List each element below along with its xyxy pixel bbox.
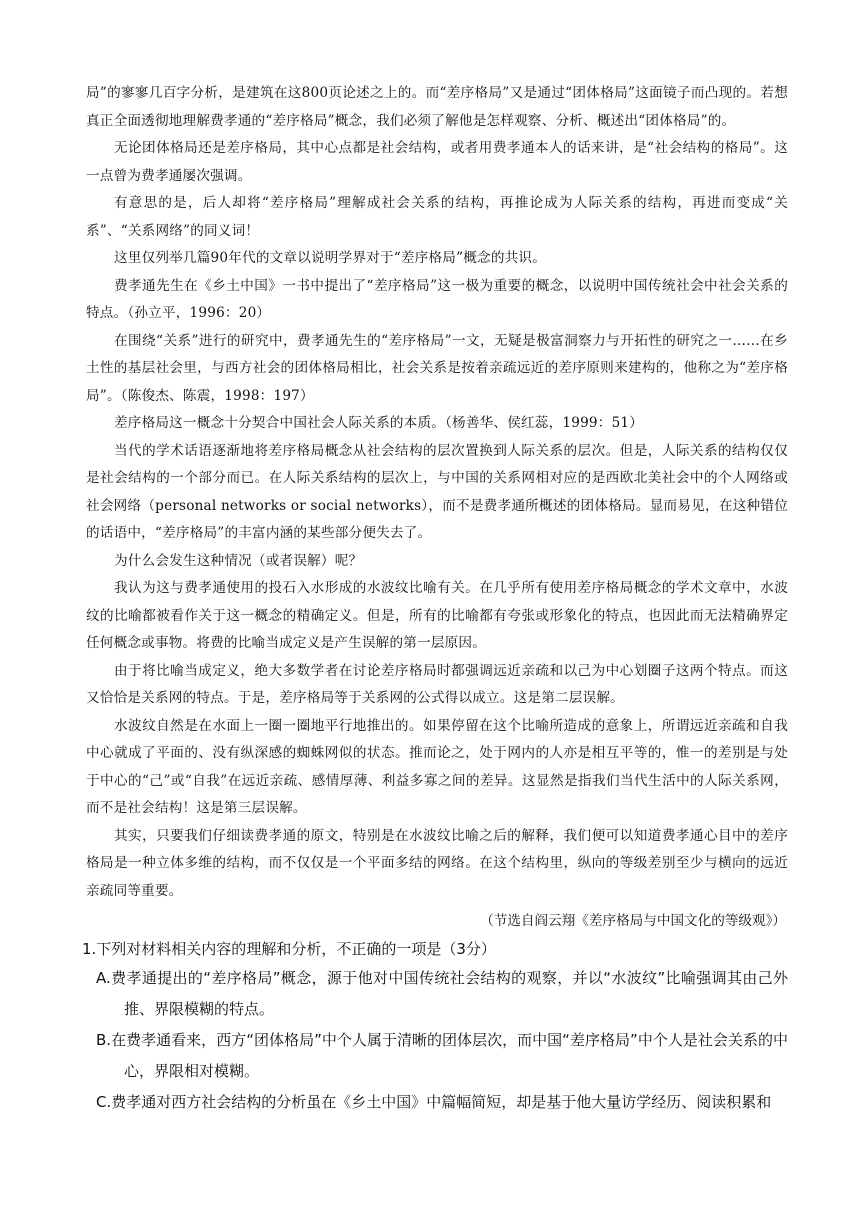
passage xyxy=(86,80,788,905)
option-b[interactable]: B.在费孝通看来，西方“团体格局”中个人属于清晰的团体层次，而中国“差序格局”中个人是社会关系的中心，界限相对模糊。 xyxy=(96,1031,788,1080)
passage-paragraph-8: 当代的学术话语逐渐地将差序格局概念从社会结构的层次置换到人际关系的层次。但是，人际关系的结构仅仅是社会结构的一个部分而已。在人际关系结构的层次上，与中国的关系网相对应的是西欧北美社会中的个人网络或社会网络（personal networks or social networks），而不是费孝通所概述的团体格局。显而易见，在这种错位的话语中，“差序格局”的丰富内涵的某些部分便失去了。 xyxy=(86,442,788,541)
question-block xyxy=(82,935,788,1118)
passage-paragraph-12: 水波纹自然是在水面上一圈一圈地平行地推出的。如果停留在这个比喻所造成的意象上，所谓远近亲疏和自我中心就成了平面的、没有纵深感的蜘蛛网似的状态。推而论之，处于网内的人亦是相互平等的，惟一的差别是与处于中心的“己”或“自我”在远近亲疏、感情厚薄、利益多寡之间的差异。这显然是指我们当代生活中的人际关系网，而不是社会结构！这是第三层误解。 xyxy=(86,717,788,816)
option-a[interactable]: A.费孝通提出的“差序格局”概念，源于他对中国传统社会结构的观察，并以“水波纹”比喻强调其由己外推、界限模糊的特点。 xyxy=(96,969,788,1018)
passage-paragraph-2: 无论团体格局还是差序格局，其中心点都是社会结构，或者用费孝通本人的话来讲，是“社会结构的格局”。这一点曾为费孝通屡次强调。 xyxy=(86,140,788,184)
passage-paragraph-6: 在围绕“关系”进行的研究中，费孝通先生的“差序格局”一文，无疑是极富洞察力与开拓性的研究之一……在乡土性的基层社会里，与西方社会的团体格局相比，社会关系是按着亲疏远近的差序原则来建构的，他称之为“差序格局”。（陈俊杰、陈震，1998：197） xyxy=(86,332,788,404)
option-c[interactable]: C.费孝通对西方社会结构的分析虽在《乡土中国》中篇幅简短，却是基于他大量访学经历、阅读积累和 xyxy=(96,1093,772,1111)
passage-paragraph-4: 这里仅列举几篇90年代的文章以说明学界对于“差序格局”概念的共识。 xyxy=(114,250,547,266)
passage-paragraph-13: 其实，只要我们仔细读费孝通的原文，特别是在水波纹比喻之后的解释，我们便可以知道费孝通心目中的差序格局是一种立体多维的结构，而不仅仅是一个平面多结的网络。在这个结构里，纵向的等级差别至少与横向的远近亲疏同等重要。 xyxy=(86,827,788,899)
passage-paragraph-9: 为什么会发生这种情况（或者误解）呢？ xyxy=(114,552,363,569)
passage-paragraph-3: 有意思的是，后人却将“差序格局”理解成社会关系的结构，再推论成为人际关系的结构，再进而变成“关系”、“关系网络”的同义词！ xyxy=(86,195,788,239)
source-citation: （节选自阎云翔《差序格局与中国文化的等级观》） xyxy=(480,913,786,929)
passage-paragraph-1: 局”的寥寥几百字分析，是建筑在这800页论述之上的。而“差序格局”又是通过“团体格局”这面镜子而凸现的。若想真正全面透彻地理解费孝通的“差序格局”概念，我们必须了解他是怎样观察、分析、概述出“团体格局”的。 xyxy=(86,85,788,129)
question-stem: 1.下列对材料相关内容的理解和分析，不正确的一项是（3分） xyxy=(82,940,496,958)
passage-paragraph-7: 差序格局这一概念十分契合中国社会人际关系的本质。（杨善华、侯红蕊，1999：51） xyxy=(114,415,644,431)
passage-paragraph-11: 由于将比喻当成定义，绝大多数学者在讨论差序格局时都强调远近亲疏和以己为中心划圈子这两个特点。而这又恰恰是关系网的特点。于是，差序格局等于关系网的公式得以成立。这是第二层误解。 xyxy=(86,662,788,706)
passage-paragraph-5: 费孝通先生在《乡土中国》一书中提出了“差序格局”这一极为重要的概念，以说明中国传统社会中社会关系的特点。（孙立平，1996：20） xyxy=(86,277,788,321)
passage-paragraph-10: 我认为这与费孝通使用的投石入水形成的水波纹比喻有关。在几乎所有使用差序格局概念的学术文章中，水波纹的比喻都被看作关于这一概念的精确定义。但是，所有的比喻都有夸张或形象化的特点，也因此而无法精确界定任何概念或事物。将费的比喻当成定义是产生误解的第一层原因。 xyxy=(86,580,788,651)
